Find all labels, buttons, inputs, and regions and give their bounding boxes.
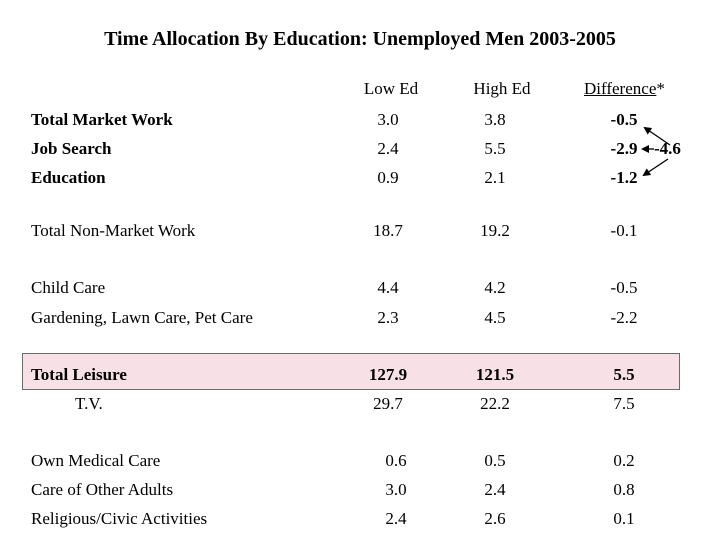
row-label-market-work: Total Market Work bbox=[31, 110, 173, 129]
cell-low: 29.7 bbox=[373, 394, 403, 413]
row-label-leisure: Total Leisure bbox=[31, 365, 127, 384]
header-difference-word: Difference bbox=[584, 79, 657, 98]
row-label-job-search: Job Search bbox=[31, 139, 112, 158]
cell-low: 0.9 bbox=[377, 168, 399, 187]
cell-low: 3.0 bbox=[385, 480, 407, 499]
row-label-medical: Own Medical Care bbox=[31, 451, 161, 470]
cell-high: 2.6 bbox=[484, 509, 506, 528]
cell-low: 2.3 bbox=[377, 308, 399, 327]
row-label-gardening: Gardening, Lawn Care, Pet Care bbox=[31, 308, 253, 327]
arrow-to-education bbox=[644, 159, 668, 175]
cell-high: 2.4 bbox=[484, 480, 506, 499]
cell-low: 4.4 bbox=[377, 278, 399, 297]
cell-diff: -2.9 bbox=[610, 139, 638, 158]
cell-diff: 0.2 bbox=[613, 451, 635, 470]
cell-diff: 7.5 bbox=[613, 394, 635, 413]
cell-low: 2.4 bbox=[377, 139, 399, 158]
cell-high: 22.2 bbox=[480, 394, 510, 413]
header-low-ed: Low Ed bbox=[363, 79, 419, 98]
page-title: Time Allocation By Education: Unemployed Men 2003-2005 bbox=[104, 28, 616, 50]
cell-high: 5.5 bbox=[484, 139, 506, 158]
header-high-ed: High Ed bbox=[473, 79, 531, 98]
row-label-child-care: Child Care bbox=[31, 278, 106, 297]
row-label-religious: Religious/Civic Activities bbox=[31, 509, 208, 528]
cell-low: 18.7 bbox=[373, 221, 403, 240]
cell-high: 121.5 bbox=[475, 365, 515, 384]
cell-diff: -0.1 bbox=[610, 221, 638, 240]
cell-high: 4.2 bbox=[484, 278, 506, 297]
cell-diff: 0.1 bbox=[613, 509, 635, 528]
cell-low: 127.9 bbox=[368, 365, 408, 384]
cell-high: 4.5 bbox=[484, 308, 506, 327]
cell-diff: -0.5 bbox=[610, 110, 638, 129]
cell-low: 3.0 bbox=[377, 110, 399, 129]
cell-low: 2.4 bbox=[385, 509, 407, 528]
row-label-nonmarket: Total Non-Market Work bbox=[31, 221, 196, 240]
sum-note: -4.6 bbox=[654, 139, 681, 158]
row-label-other-adults: Care of Other Adults bbox=[31, 480, 174, 499]
cell-high: 19.2 bbox=[480, 221, 510, 240]
cell-high: 3.8 bbox=[484, 110, 506, 129]
cell-diff: -1.2 bbox=[610, 168, 638, 187]
cell-diff: -0.5 bbox=[610, 278, 638, 297]
cell-low: 0.6 bbox=[385, 451, 407, 470]
cell-diff: 0.8 bbox=[613, 480, 635, 499]
cell-diff: -2.2 bbox=[610, 308, 638, 327]
cell-diff: 5.5 bbox=[613, 365, 635, 384]
row-label-education: Education bbox=[31, 168, 106, 187]
cell-high: 2.1 bbox=[484, 168, 506, 187]
arrow-to-market-work bbox=[645, 128, 670, 145]
row-label-tv: T.V. bbox=[75, 394, 103, 413]
cell-high: 0.5 bbox=[484, 451, 506, 470]
header-difference-mark: * bbox=[656, 79, 665, 98]
